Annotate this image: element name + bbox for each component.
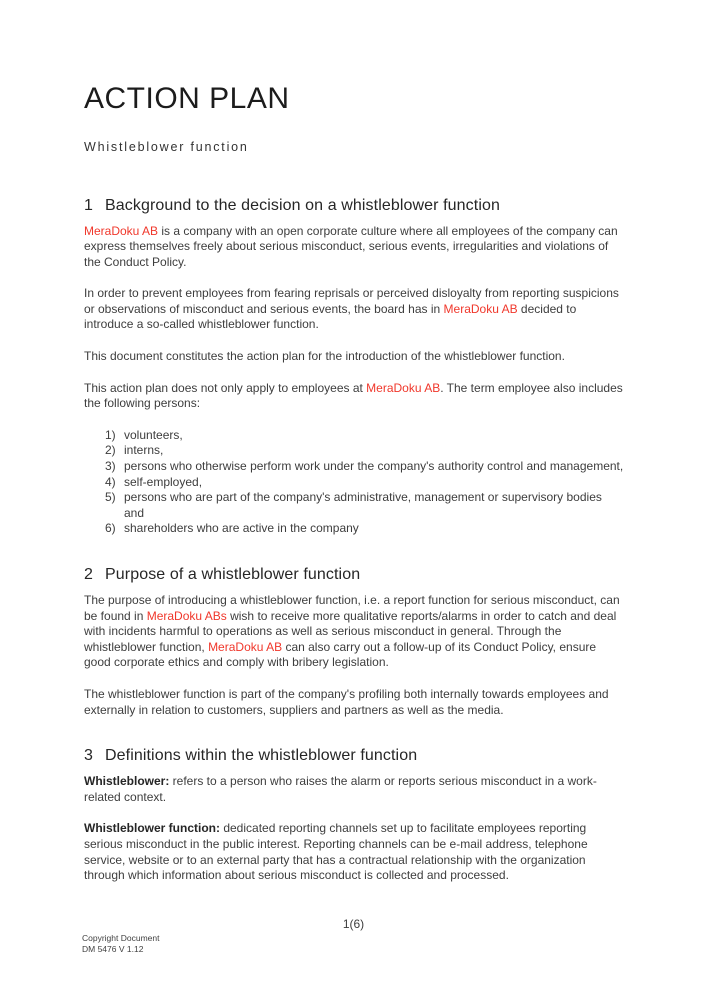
list-item-number: 2) <box>105 443 116 458</box>
page-title: ACTION PLAN <box>84 82 290 115</box>
page-number: 1(6) <box>342 917 365 931</box>
page-subtitle: Whistleblower function <box>84 139 249 154</box>
numbered-list <box>84 428 625 537</box>
list-item-number: 4) <box>105 474 116 489</box>
section-number: 2 <box>84 566 93 583</box>
list-item <box>84 490 625 521</box>
list-item <box>84 428 625 444</box>
paragraph <box>84 774 625 805</box>
company-name: MeraDoku AB <box>84 223 159 238</box>
list-item-text: persons who otherwise perform work under the company's authority control and management, <box>124 459 624 474</box>
text-segment: dedicated reporting channels set up to facilitate employees reporting serious misconduct in the public interest. Reporting channels can be e-mail address, telephone service, website or to an external party that has a contractual relationship with the organization through which information about serious misconduct is collected and processed. <box>84 821 588 883</box>
text-segment: The whistleblower function is part of the company's profiling both internally towards employees and externally in relation to customers, suppliers and partners as well as the media. <box>84 686 609 717</box>
section-heading <box>84 196 625 216</box>
section-heading <box>84 746 625 766</box>
footer-copyright: Copyright Document <box>82 933 160 943</box>
paragraph <box>84 224 625 271</box>
list-item-text: shareholders who are active in the company <box>124 521 359 536</box>
list-item <box>84 521 625 537</box>
text-segment: This action plan does not only apply to employees at <box>84 380 367 395</box>
text-segment: refers to a person who raises the alarm or reports serious misconduct in a work-related context. <box>84 774 597 804</box>
list-item <box>84 443 625 459</box>
section-heading <box>84 565 625 585</box>
text-segment: wish to receive more qualitative reports/alarms in order to catch and deal with incidents harmful to operations as well as serious misconduct in general. Through the whistleblower function, <box>84 608 617 654</box>
list-item-number: 6) <box>105 521 116 536</box>
paragraph <box>84 821 625 883</box>
text-segment: This document constitutes the action plan for the introduction of the whistleblower function. <box>84 349 565 364</box>
footer-document-id: DM 5476 V 1.12 <box>82 943 144 954</box>
company-name: MeraDoku ABs <box>146 608 227 623</box>
section-number: 3 <box>84 747 93 765</box>
section-definitions <box>84 746 625 884</box>
list-item-text: volunteers, <box>124 427 183 442</box>
document-content <box>84 0 625 900</box>
section-background <box>84 196 625 538</box>
section-purpose <box>84 565 625 718</box>
paragraph <box>84 687 625 718</box>
list-item <box>84 475 625 491</box>
section-heading-text: Purpose of a whistleblower function <box>105 566 361 583</box>
company-name: MeraDoku AB <box>443 301 518 316</box>
paragraph <box>84 286 625 333</box>
section-number: 1 <box>84 196 93 214</box>
text-segment: is a company with an open corporate culture where all employees of the company can express themselves freely about serious misconduct, serious events, irregularities and violations of the Conduct Policy. <box>84 223 618 269</box>
list-item-text: self-employed, <box>124 474 203 489</box>
text-segment: . The term employee also includes the following persons: <box>84 380 623 411</box>
paragraph <box>84 593 625 671</box>
paragraph <box>84 349 625 365</box>
list-item <box>84 459 625 475</box>
text-segment: can also carry out a follow-up of its Conduct Policy, ensure good corporate ethics and comply with bribery legislation. <box>84 639 597 670</box>
term-label: Whistleblower function: <box>84 821 220 836</box>
list-item-number: 3) <box>105 459 116 474</box>
list-item-text: interns, <box>124 443 164 458</box>
footer <box>82 933 159 954</box>
text-segment: decided to introduce a so-called whistleblower function. <box>84 301 577 332</box>
text-segment: The purpose of introducing a whistleblower function, i.e. a report function for serious misconduct, can be found in <box>84 593 620 623</box>
company-name: MeraDoku AB <box>208 639 283 654</box>
list-item-text: persons who are part of the company's administrative, management or supervisory bodies and <box>124 490 602 520</box>
company-name: MeraDoku AB <box>366 380 441 395</box>
list-item-number: 5) <box>105 490 116 505</box>
paragraph <box>84 381 625 412</box>
term-label: Whistleblower: <box>84 774 170 789</box>
text-segment: In order to prevent employees from fearing reprisals or perceived disloyalty from reporting suspicions or observations of misconduct and serious events, the board has in <box>84 286 619 316</box>
section-heading-text: Definitions within the whistleblower function <box>105 747 418 765</box>
list-item-number: 1) <box>105 427 116 442</box>
section-heading-text: Background to the decision on a whistleblower function <box>105 196 500 214</box>
